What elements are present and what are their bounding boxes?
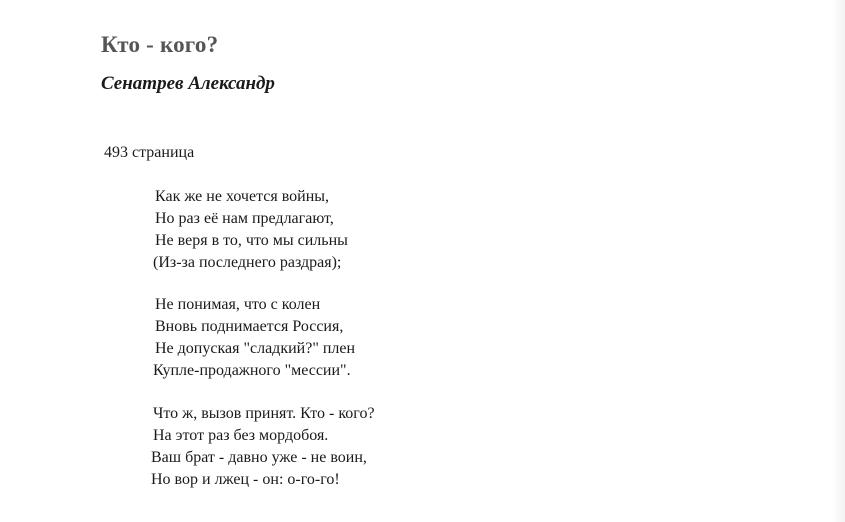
poem-line: Но раз её нам предлагают, [155,210,334,227]
poem-line: Не допуская "сладкий?" плен [155,340,356,357]
scan-edge-shadow [831,0,845,522]
poem-line: Вновь поднимается Россия, [155,318,344,335]
poem-title: Кто - кого? [101,32,219,57]
poem-line: (Из-за последнего раздрая); [153,254,342,271]
poem-author: Сенатрев Александр [101,73,275,94]
poem-line: Купле-продажного "мессии". [153,362,351,379]
page-number-label: 493 страница [104,144,195,161]
poem-line: Ваш брат - давно уже - не воин, [151,449,367,466]
poem-line: На этот раз без мордобоя. [153,427,329,444]
poem-line: Как же не хочется войны, [155,188,330,205]
poem-line: Не понимая, что с колен [155,296,321,313]
poem-line: Что ж, вызов принят. Кто - кого? [153,405,375,422]
poem-line: Но вор и лжец - он: о-го-го! [151,471,340,488]
poem-line: Не веря в то, что мы сильны [155,232,348,249]
